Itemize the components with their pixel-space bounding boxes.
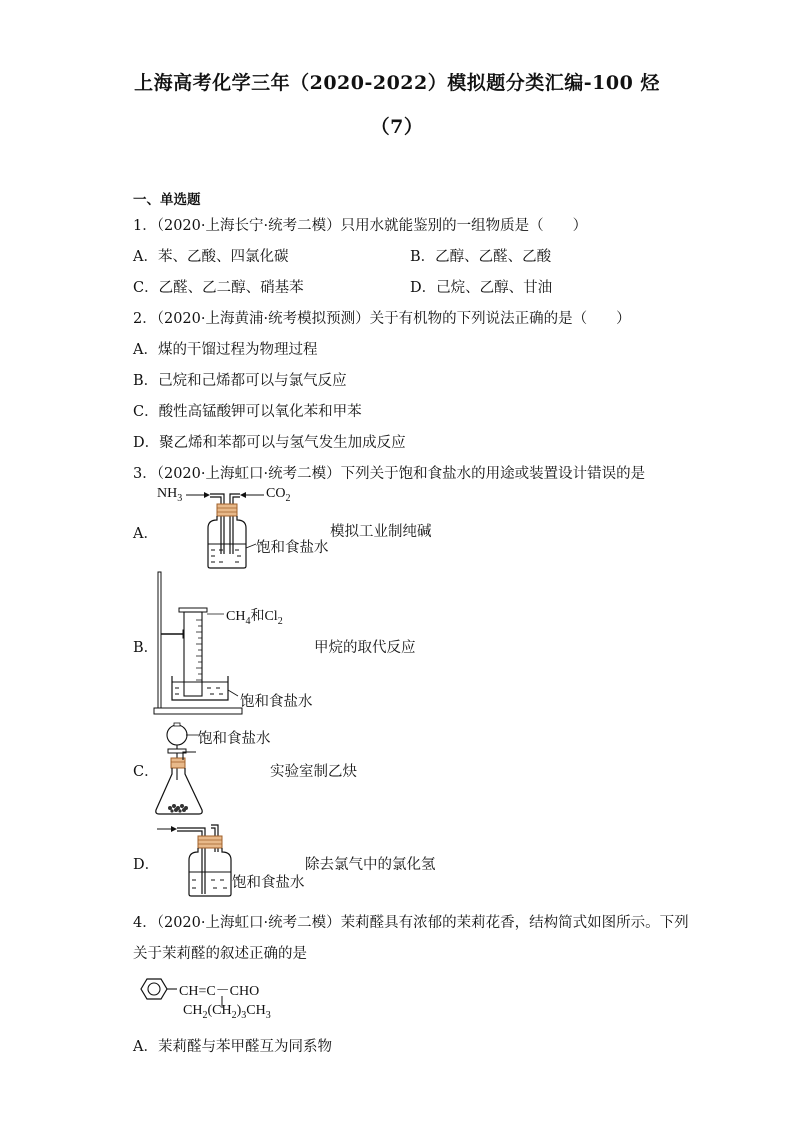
apparatus-d-gas-washing-bottle (155, 822, 235, 898)
question-1-option-c: C．乙醛、乙二醇、硝基苯 (133, 280, 304, 296)
option-d-caption: 除去氯气中的氯化氢 (305, 857, 436, 873)
option-b-caption: 甲烷的取代反应 (314, 640, 416, 656)
question-4-stem-continued: 关于茉莉醛的叙述正确的是 (133, 946, 307, 962)
question-1-stem: 1．（2020·上海长宁·统考二模）只用水就能鉴别的一组物质是（ ） (133, 218, 588, 234)
question-4-option-a: A．茉莉醛与苯甲醛互为同系物 (133, 1039, 332, 1055)
question-2-stem: 2．（2020·上海黄浦·统考模拟预测）关于有机物的下列说法正确的是（ ） (133, 311, 631, 327)
question-2-option-c: C．酸性高锰酸钾可以氧化苯和甲苯 (133, 404, 362, 420)
jasminaldehyde-formula-side-chain: $CH_2(CH_2)_3CH_3$ (183, 1003, 271, 1021)
nh3-label: $NH_3$ (157, 486, 183, 504)
option-c-caption: 实验室制乙炔 (270, 764, 357, 780)
apparatus-b-iron-stand (150, 570, 250, 718)
option-a-letter: A． (133, 526, 158, 542)
option-c-letter: C． (133, 764, 159, 780)
document-title-continued: （7） (370, 116, 424, 138)
jasminaldehyde-formula-main: CH=C－CHO (179, 984, 260, 999)
question-1-option-b: B．乙醇、乙醛、乙酸 (410, 249, 552, 265)
option-b-letter: B． (133, 640, 159, 656)
question-2-option-a: A．煤的干馏过程为物理过程 (133, 342, 318, 358)
question-1-option-d: D．己烷、乙醇、甘油 (410, 280, 553, 296)
question-2-option-d: D．聚乙烯和苯都可以与氢气发生加成反应 (133, 435, 406, 451)
option-d-letter: D． (133, 857, 160, 873)
option-a-liquid-label: 饱和食盐水 (256, 540, 329, 556)
option-a-caption: 模拟工业制纯碱 (330, 524, 432, 540)
benzene-ring-icon (133, 975, 177, 1003)
ch4-cl2-label: $CH_4$和$Cl_2$ (226, 609, 283, 627)
option-c-liquid-label: 饱和食盐水 (198, 731, 271, 747)
co2-label: $CO_2$ (266, 486, 291, 504)
section-heading: 一、单选题 (133, 192, 201, 208)
question-4-stem: 4．（2020·上海虹口·统考二模）茉莉醛具有浓郁的茉莉花香，结构简式如图所示。下列 (133, 915, 689, 931)
document-title: 上海高考化学三年（2020-2022）模拟题分类汇编-100 烃 (134, 72, 660, 94)
option-d-liquid-label: 饱和食盐水 (232, 875, 305, 891)
question-3-stem: 3．（2020·上海虹口·统考二模）下列关于饱和食盐水的用途或装置设计错误的是 (133, 466, 646, 482)
apparatus-a-gas-bottle (180, 488, 270, 570)
question-1-option-a: A．苯、乙酸、四氯化碳 (133, 249, 289, 265)
question-2-option-b: B．己烷和己烯都可以与氯气反应 (133, 373, 347, 389)
option-b-liquid-label: 饱和食盐水 (240, 694, 313, 710)
